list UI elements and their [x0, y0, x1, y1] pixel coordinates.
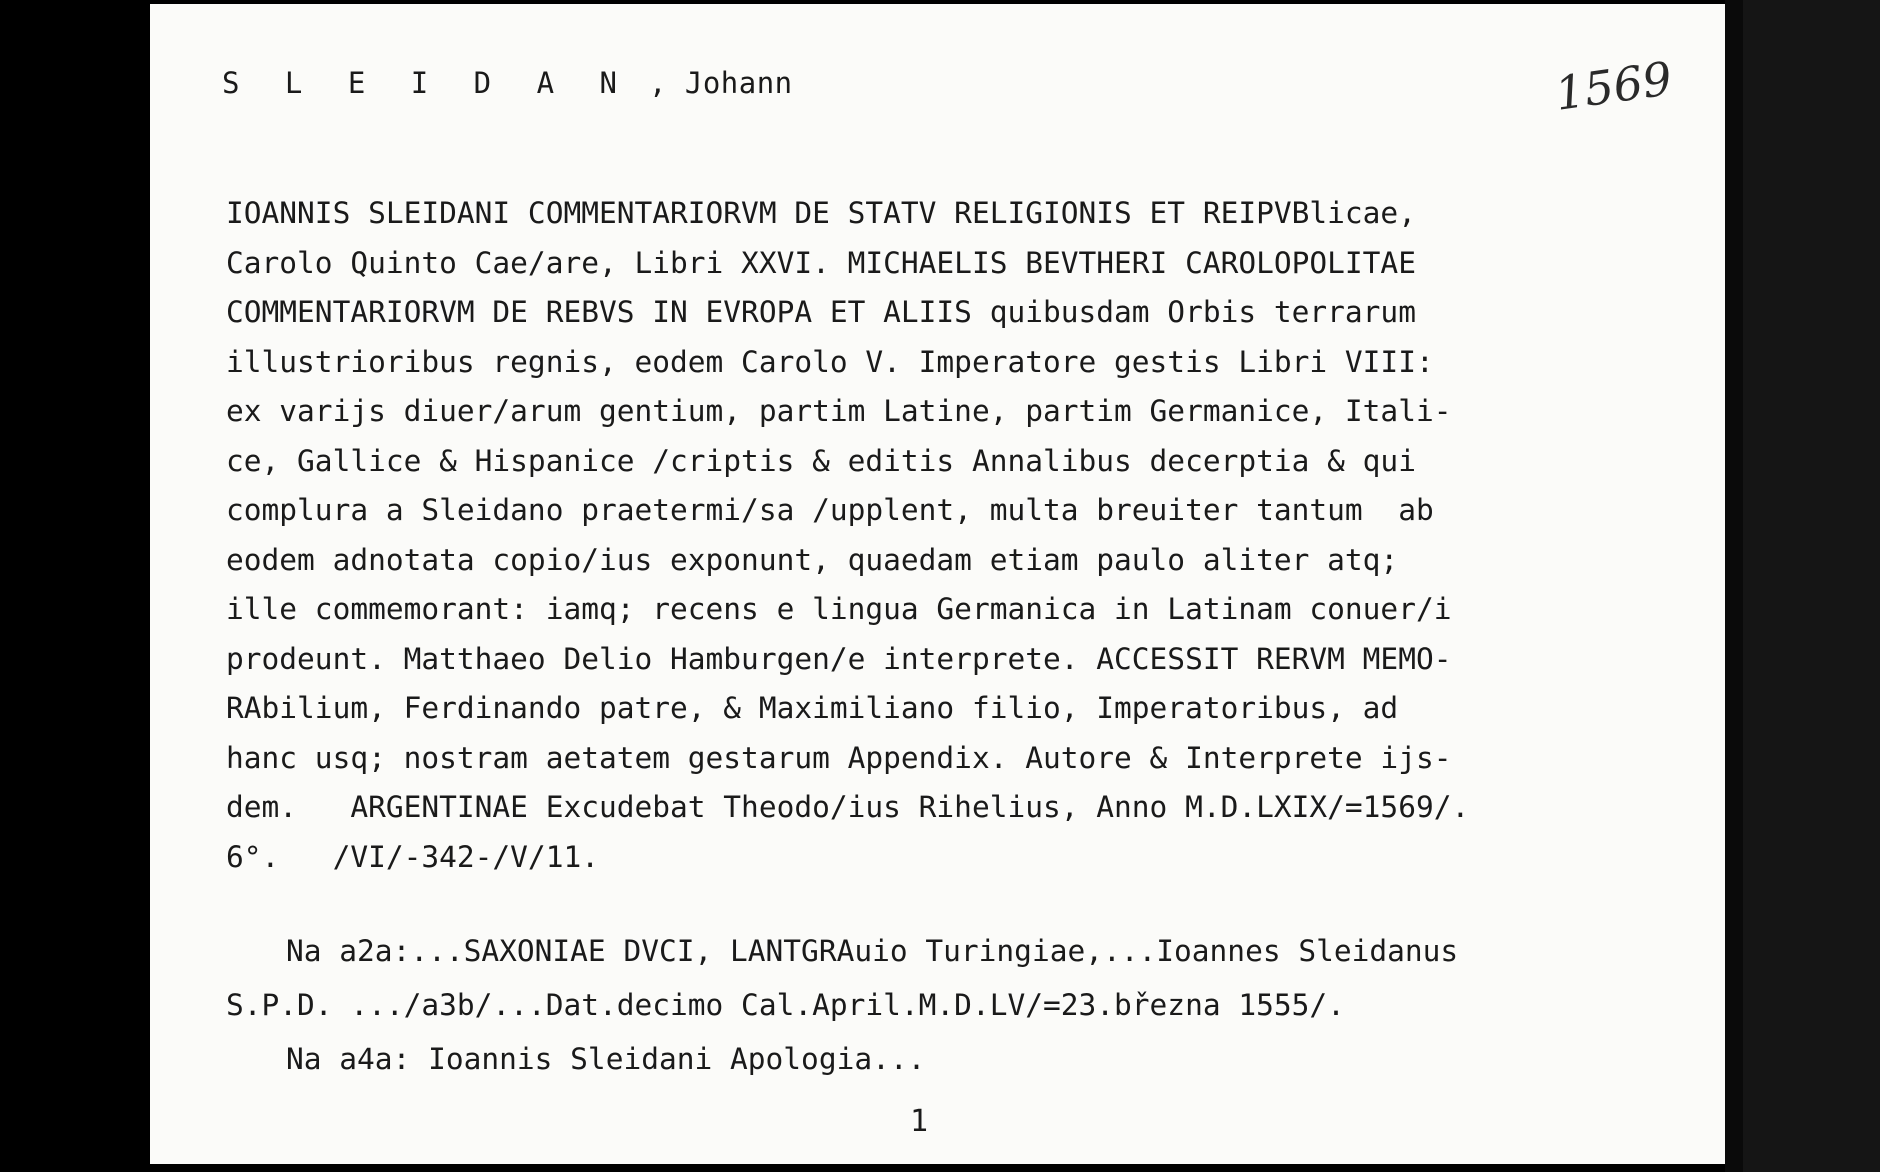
description-line: ex varijs diuer/arum gentium, partim Latine, partim Germanice, Itali- [226, 394, 1452, 428]
description-line: COMMENTARIORVM DE REBVS IN EVROPA ET ALIIS quibusdam Orbis terrarum [226, 295, 1416, 329]
description-line: IOANNIS SLEIDANI COMMENTARIORVM DE STATV RELIGIONIS ET REIPVBlicae, [226, 196, 1416, 230]
handwritten-call-number: 1569 [1551, 51, 1676, 121]
card-page-number: 1 [910, 1104, 929, 1139]
description-line: dem. ARGENTINAE Excudebat Theodo/ius Rihelius, Anno M.D.LXIX/=1569/. [226, 790, 1470, 824]
description-line: prodeunt. Matthaeo Delio Hamburgen/e interprete. ACCESSIT RERVM MEMO- [226, 641, 1452, 676]
note-line: Na a4a: Ioannis Sleidani Apologia... [286, 1042, 926, 1076]
description-line: hanc usq; nostram aetatem gestarum Appendix. Autore & Interprete ijs- [226, 740, 1452, 775]
note-line: Na a2a:...SAXONIAE DVCI, LANTGRAuio Turingiae,...Ioannes Sleidanus [286, 934, 1459, 968]
description-line: complura a Sleidano praetermi/sa /upplent, multa breuiter tantum ab [226, 493, 1434, 527]
description-line: RAbilium, Ferdinando patre, & Maximiliano filio, Imperatoribus, ad [226, 691, 1399, 725]
description-line: ce, Gallice & Hispanice /criptis & editis Annalibus decerptia & qui [226, 443, 1416, 478]
description-line: Carolo Quinto Cae/are, Libri XXVI. MICHAELIS BEVTHERI CAROLOPOLITAE [226, 245, 1416, 280]
card-heading [222, 66, 793, 100]
description-line: 6°. /VI/-342-/V/11. [226, 839, 599, 874]
collation-notes [226, 924, 1458, 1086]
scan-margin [1743, 0, 1880, 1172]
description-line: eodem adnotata copio/ius exponunt, quaedam etiam paulo aliter atq; [226, 542, 1399, 577]
scan-edge-shadow [1725, 0, 1743, 1172]
description-line: illustrioribus regnis, eodem Carolo V. Imperatore gestis Libri VIII: [226, 344, 1434, 379]
description-line: ille commemorant: iamq; recens e lingua Germanica in Latinam conuer/i [226, 592, 1452, 626]
note-line: S.P.D. .../a3b/...Dat.decimo Cal.April.M.D.LV/=23.března 1555/. [226, 988, 1345, 1022]
catalog-card [150, 4, 1725, 1164]
heading-surname: S L E I D A N [222, 66, 631, 100]
heading-forename: , Johann [630, 66, 793, 100]
bibliographic-description [226, 189, 1646, 882]
